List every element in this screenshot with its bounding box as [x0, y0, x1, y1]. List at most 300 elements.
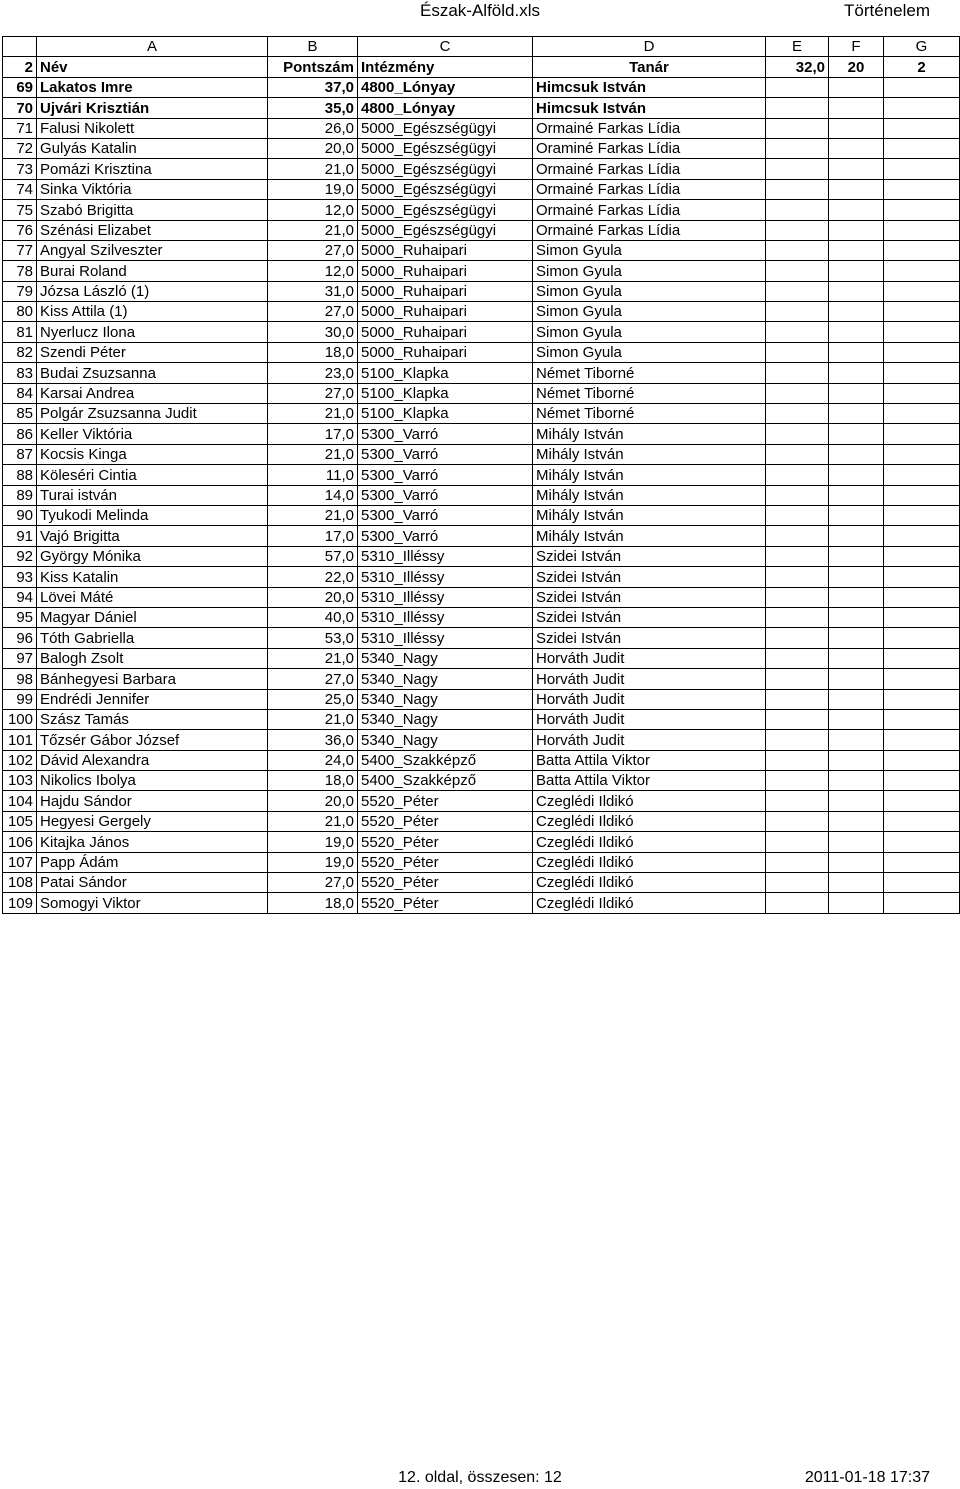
student-name: Budai Zsuzsanna — [37, 363, 268, 383]
score: 21,0 — [268, 709, 358, 729]
institution: 5340_Nagy — [358, 709, 533, 729]
cell-e — [766, 893, 829, 913]
student-name: Gulyás Katalin — [37, 138, 268, 158]
row-number: 98 — [3, 669, 37, 689]
page-indicator: 12. oldal, összesen: 12 — [398, 1469, 562, 1486]
score: 31,0 — [268, 281, 358, 301]
column-letter: G — [884, 37, 960, 57]
cell-g — [884, 873, 960, 893]
cell-f — [829, 485, 884, 505]
institution: 5520_Péter — [358, 873, 533, 893]
cell-e — [766, 179, 829, 199]
institution: 5100_Klapka — [358, 404, 533, 424]
table-row — [3, 302, 960, 322]
row-number: 77 — [3, 240, 37, 260]
teacher: Batta Attila Viktor — [533, 771, 766, 791]
student-name: Nikolics Ibolya — [37, 771, 268, 791]
table-row — [3, 281, 960, 301]
row-number: 94 — [3, 587, 37, 607]
cell-g — [884, 628, 960, 648]
cell-g — [884, 709, 960, 729]
table-row — [3, 77, 960, 97]
cell-f — [829, 852, 884, 872]
table-row — [3, 791, 960, 811]
row-number: 83 — [3, 363, 37, 383]
institution: 5000_Egészségügyi — [358, 200, 533, 220]
cell-f — [829, 587, 884, 607]
cell-f — [829, 832, 884, 852]
institution: 5520_Péter — [358, 811, 533, 831]
cell-f — [829, 669, 884, 689]
institution: 5310_Illéssy — [358, 607, 533, 627]
student-name: György Mónika — [37, 546, 268, 566]
institution: 5340_Nagy — [358, 669, 533, 689]
institution: 5000_Egészségügyi — [358, 159, 533, 179]
cell-e — [766, 302, 829, 322]
cell-e — [766, 261, 829, 281]
score: 27,0 — [268, 873, 358, 893]
cell-f — [829, 363, 884, 383]
institution: 5300_Varró — [358, 485, 533, 505]
student-name: Vajó Brigitta — [37, 526, 268, 546]
column-letter: C — [358, 37, 533, 57]
row-number: 82 — [3, 342, 37, 362]
column-header-row — [3, 37, 960, 57]
score: 18,0 — [268, 771, 358, 791]
score: 12,0 — [268, 200, 358, 220]
institution: 5000_Ruhaipari — [358, 281, 533, 301]
teacher: Német Tiborné — [533, 383, 766, 403]
score: 22,0 — [268, 567, 358, 587]
cell-f — [829, 526, 884, 546]
cell-f — [829, 689, 884, 709]
cell-e — [766, 444, 829, 464]
cell-g — [884, 689, 960, 709]
table-row — [3, 404, 960, 424]
institution: 5000_Egészségügyi — [358, 179, 533, 199]
institution: 5300_Varró — [358, 526, 533, 546]
student-name: Szendi Péter — [37, 342, 268, 362]
cell-e — [766, 98, 829, 118]
teacher: Ormainé Farkas Lídia — [533, 200, 766, 220]
cell-e — [766, 322, 829, 342]
cell-e — [766, 689, 829, 709]
cell-e — [766, 505, 829, 525]
institution: 5520_Péter — [358, 852, 533, 872]
row-number: 87 — [3, 444, 37, 464]
cell-g — [884, 546, 960, 566]
table-row — [3, 179, 960, 199]
teacher: Horváth Judit — [533, 648, 766, 668]
row-number: 92 — [3, 546, 37, 566]
score: 27,0 — [268, 669, 358, 689]
table-row — [3, 689, 960, 709]
score: 20,0 — [268, 138, 358, 158]
field-header-row — [3, 57, 960, 77]
table-row — [3, 587, 960, 607]
institution: 5000_Ruhaipari — [358, 322, 533, 342]
cell-e — [766, 873, 829, 893]
cell-e — [766, 567, 829, 587]
student-name: Kitajka János — [37, 832, 268, 852]
score: 18,0 — [268, 893, 358, 913]
header-institution: Intézmény — [358, 57, 533, 77]
institution: 5340_Nagy — [358, 648, 533, 668]
row-number: 75 — [3, 200, 37, 220]
table-row — [3, 628, 960, 648]
cell-f — [829, 791, 884, 811]
cell-e — [766, 240, 829, 260]
cell-g — [884, 240, 960, 260]
teacher: Mihály István — [533, 485, 766, 505]
teacher: Czeglédi Ildikó — [533, 873, 766, 893]
cell-f — [829, 302, 884, 322]
cell-g — [884, 138, 960, 158]
score: 27,0 — [268, 240, 358, 260]
cell-e — [766, 363, 829, 383]
cell-e — [766, 526, 829, 546]
cell-f — [829, 77, 884, 97]
table-row — [3, 648, 960, 668]
institution: 5300_Varró — [358, 444, 533, 464]
row-number: 90 — [3, 505, 37, 525]
cell-g — [884, 200, 960, 220]
student-name: Szénási Elizabet — [37, 220, 268, 240]
student-name: Hajdu Sándor — [37, 791, 268, 811]
score: 17,0 — [268, 424, 358, 444]
teacher: Szidei István — [533, 607, 766, 627]
teacher: Czeglédi Ildikó — [533, 893, 766, 913]
teacher: Mihály István — [533, 465, 766, 485]
student-name: Somogyi Viktor — [37, 893, 268, 913]
row-number: 102 — [3, 750, 37, 770]
cell-f — [829, 179, 884, 199]
row-number: 74 — [3, 179, 37, 199]
score: 21,0 — [268, 404, 358, 424]
cell-g — [884, 648, 960, 668]
row-number: 107 — [3, 852, 37, 872]
row-number: 105 — [3, 811, 37, 831]
table-row — [3, 750, 960, 770]
table-row — [3, 465, 960, 485]
student-name: Hegyesi Gergely — [37, 811, 268, 831]
print-timestamp: 2011-01-18 17:37 — [804, 1469, 930, 1486]
student-name: Sinka Viktória — [37, 179, 268, 199]
cell-f — [829, 771, 884, 791]
table-row — [3, 832, 960, 852]
institution: 5400_Szakképző — [358, 750, 533, 770]
institution: 5400_Szakképző — [358, 771, 533, 791]
cell-f — [829, 200, 884, 220]
score: 14,0 — [268, 485, 358, 505]
teacher: Ormainé Farkas Lídia — [533, 159, 766, 179]
cell-f — [829, 750, 884, 770]
score: 19,0 — [268, 179, 358, 199]
table-row — [3, 730, 960, 750]
student-name: Ujvári Krisztián — [37, 98, 268, 118]
student-name: Köleséri Cintia — [37, 465, 268, 485]
teacher: Mihály István — [533, 424, 766, 444]
file-name: Észak-Alföld.xls — [420, 1, 540, 20]
row-number: 73 — [3, 159, 37, 179]
teacher: Horváth Judit — [533, 689, 766, 709]
row-number: 81 — [3, 322, 37, 342]
cell-g — [884, 485, 960, 505]
cell-g — [884, 730, 960, 750]
teacher: Simon Gyula — [533, 302, 766, 322]
score: 21,0 — [268, 444, 358, 464]
teacher: Horváth Judit — [533, 730, 766, 750]
table-row — [3, 771, 960, 791]
student-name: Angyal Szilveszter — [37, 240, 268, 260]
row-number: 91 — [3, 526, 37, 546]
teacher: Német Tiborné — [533, 404, 766, 424]
student-name: Kiss Katalin — [37, 567, 268, 587]
student-name: Kiss Attila (1) — [37, 302, 268, 322]
cell-g — [884, 220, 960, 240]
student-name: Szabó Brigitta — [37, 200, 268, 220]
teacher: Szidei István — [533, 567, 766, 587]
score: 23,0 — [268, 363, 358, 383]
cell-g — [884, 98, 960, 118]
cell-f — [829, 648, 884, 668]
score: 37,0 — [268, 77, 358, 97]
institution: 5310_Illéssy — [358, 546, 533, 566]
cell-e — [766, 628, 829, 648]
cell-g — [884, 383, 960, 403]
cell-g — [884, 669, 960, 689]
cell-f — [829, 220, 884, 240]
score: 21,0 — [268, 159, 358, 179]
sheet-name: Történelem — [844, 1, 930, 20]
row-number: 69 — [3, 77, 37, 97]
cell-e — [766, 852, 829, 872]
table-row — [3, 118, 960, 138]
score: 11,0 — [268, 465, 358, 485]
institution: 5310_Illéssy — [358, 587, 533, 607]
cell-e — [766, 200, 829, 220]
cell-g — [884, 771, 960, 791]
cell-f — [829, 98, 884, 118]
student-name: Polgár Zsuzsanna Judit — [37, 404, 268, 424]
teacher: Himcsuk István — [533, 77, 766, 97]
student-name: Tyukodi Melinda — [37, 505, 268, 525]
cell-g — [884, 322, 960, 342]
cell-e — [766, 383, 829, 403]
table-row — [3, 893, 960, 913]
institution: 5340_Nagy — [358, 730, 533, 750]
row-number: 80 — [3, 302, 37, 322]
teacher: Horváth Judit — [533, 709, 766, 729]
institution: 5300_Varró — [358, 505, 533, 525]
cell-e — [766, 465, 829, 485]
table-row — [3, 485, 960, 505]
row-number: 101 — [3, 730, 37, 750]
score: 53,0 — [268, 628, 358, 648]
institution: 5300_Varró — [358, 465, 533, 485]
cell-f — [829, 240, 884, 260]
row-number: 96 — [3, 628, 37, 648]
teacher: Német Tiborné — [533, 363, 766, 383]
cell-g — [884, 179, 960, 199]
score: 21,0 — [268, 648, 358, 668]
score: 19,0 — [268, 832, 358, 852]
cell-e — [766, 118, 829, 138]
cell-g — [884, 261, 960, 281]
student-name: Lövei Máté — [37, 587, 268, 607]
header-e: 32,0 — [766, 57, 829, 77]
cell-g — [884, 281, 960, 301]
row-number: 109 — [3, 893, 37, 913]
score: 40,0 — [268, 607, 358, 627]
student-name: Turai istván — [37, 485, 268, 505]
cell-g — [884, 302, 960, 322]
cell-f — [829, 811, 884, 831]
spreadsheet-table — [2, 36, 960, 914]
cell-f — [829, 159, 884, 179]
cell-f — [829, 261, 884, 281]
score: 21,0 — [268, 811, 358, 831]
cell-g — [884, 587, 960, 607]
institution: 5520_Péter — [358, 893, 533, 913]
column-letter: F — [829, 37, 884, 57]
cell-g — [884, 404, 960, 424]
table-row — [3, 546, 960, 566]
cell-e — [766, 138, 829, 158]
teacher: Czeglédi Ildikó — [533, 811, 766, 831]
table-row — [3, 342, 960, 362]
cell-g — [884, 567, 960, 587]
cell-g — [884, 159, 960, 179]
row-number: 89 — [3, 485, 37, 505]
institution: 5000_Ruhaipari — [358, 302, 533, 322]
score: 21,0 — [268, 220, 358, 240]
student-name: Józsa László (1) — [37, 281, 268, 301]
column-letter: A — [37, 37, 268, 57]
cell-g — [884, 607, 960, 627]
header-g: 2 — [884, 57, 960, 77]
student-name: Pomázi Krisztina — [37, 159, 268, 179]
column-letter: E — [766, 37, 829, 57]
cell-f — [829, 505, 884, 525]
row-number: 79 — [3, 281, 37, 301]
cell-e — [766, 546, 829, 566]
table-row — [3, 261, 960, 281]
cell-f — [829, 281, 884, 301]
institution: 5340_Nagy — [358, 689, 533, 709]
row-number: 76 — [3, 220, 37, 240]
score: 12,0 — [268, 261, 358, 281]
institution: 5300_Varró — [358, 424, 533, 444]
institution: 5310_Illéssy — [358, 628, 533, 648]
teacher: Simon Gyula — [533, 342, 766, 362]
cell-g — [884, 893, 960, 913]
cell-g — [884, 750, 960, 770]
row-number: 103 — [3, 771, 37, 791]
row-number: 85 — [3, 404, 37, 424]
score: 35,0 — [268, 98, 358, 118]
cell-f — [829, 342, 884, 362]
cell-e — [766, 791, 829, 811]
cell-g — [884, 424, 960, 444]
student-name: Dávid Alexandra — [37, 750, 268, 770]
header-name: Név — [37, 57, 268, 77]
cell-g — [884, 77, 960, 97]
cell-e — [766, 77, 829, 97]
student-name: Kocsis Kinga — [37, 444, 268, 464]
header-score: Pontszám — [268, 57, 358, 77]
student-name: Papp Ádám — [37, 852, 268, 872]
cell-f — [829, 546, 884, 566]
student-name: Magyar Dániel — [37, 607, 268, 627]
cell-f — [829, 709, 884, 729]
table-row — [3, 383, 960, 403]
score: 25,0 — [268, 689, 358, 709]
teacher: Batta Attila Viktor — [533, 750, 766, 770]
cell-e — [766, 811, 829, 831]
table-row — [3, 322, 960, 342]
score: 27,0 — [268, 302, 358, 322]
cell-f — [829, 607, 884, 627]
row-number: 104 — [3, 791, 37, 811]
cell-e — [766, 832, 829, 852]
cell-f — [829, 138, 884, 158]
score: 57,0 — [268, 546, 358, 566]
table-row — [3, 220, 960, 240]
score: 17,0 — [268, 526, 358, 546]
cell-g — [884, 791, 960, 811]
cell-f — [829, 730, 884, 750]
institution: 5000_Ruhaipari — [358, 342, 533, 362]
row-number: 72 — [3, 138, 37, 158]
student-name: Tóth Gabriella — [37, 628, 268, 648]
student-name: Lakatos Imre — [37, 77, 268, 97]
table-row — [3, 505, 960, 525]
cell-f — [829, 444, 884, 464]
column-letter: D — [533, 37, 766, 57]
table-row — [3, 873, 960, 893]
student-name: Burai Roland — [37, 261, 268, 281]
teacher: Czeglédi Ildikó — [533, 832, 766, 852]
score: 30,0 — [268, 322, 358, 342]
table-row — [3, 98, 960, 118]
cell-e — [766, 669, 829, 689]
teacher: Szidei István — [533, 546, 766, 566]
institution: 5000_Ruhaipari — [358, 240, 533, 260]
cell-g — [884, 363, 960, 383]
student-name: Patai Sándor — [37, 873, 268, 893]
row-number: 99 — [3, 689, 37, 709]
table-row — [3, 526, 960, 546]
institution: 5520_Péter — [358, 832, 533, 852]
teacher: Horváth Judit — [533, 669, 766, 689]
teacher: Ormainé Farkas Lídia — [533, 220, 766, 240]
score: 19,0 — [268, 852, 358, 872]
cell-g — [884, 811, 960, 831]
cell-e — [766, 342, 829, 362]
row-number: 88 — [3, 465, 37, 485]
teacher: Czeglédi Ildikó — [533, 791, 766, 811]
table-row — [3, 444, 960, 464]
table-row — [3, 811, 960, 831]
teacher: Ormainé Farkas Lídia — [533, 118, 766, 138]
student-name: Karsai Andrea — [37, 383, 268, 403]
score: 20,0 — [268, 791, 358, 811]
student-name: Keller Viktória — [37, 424, 268, 444]
cell-e — [766, 771, 829, 791]
score: 27,0 — [268, 383, 358, 403]
column-letter: B — [268, 37, 358, 57]
